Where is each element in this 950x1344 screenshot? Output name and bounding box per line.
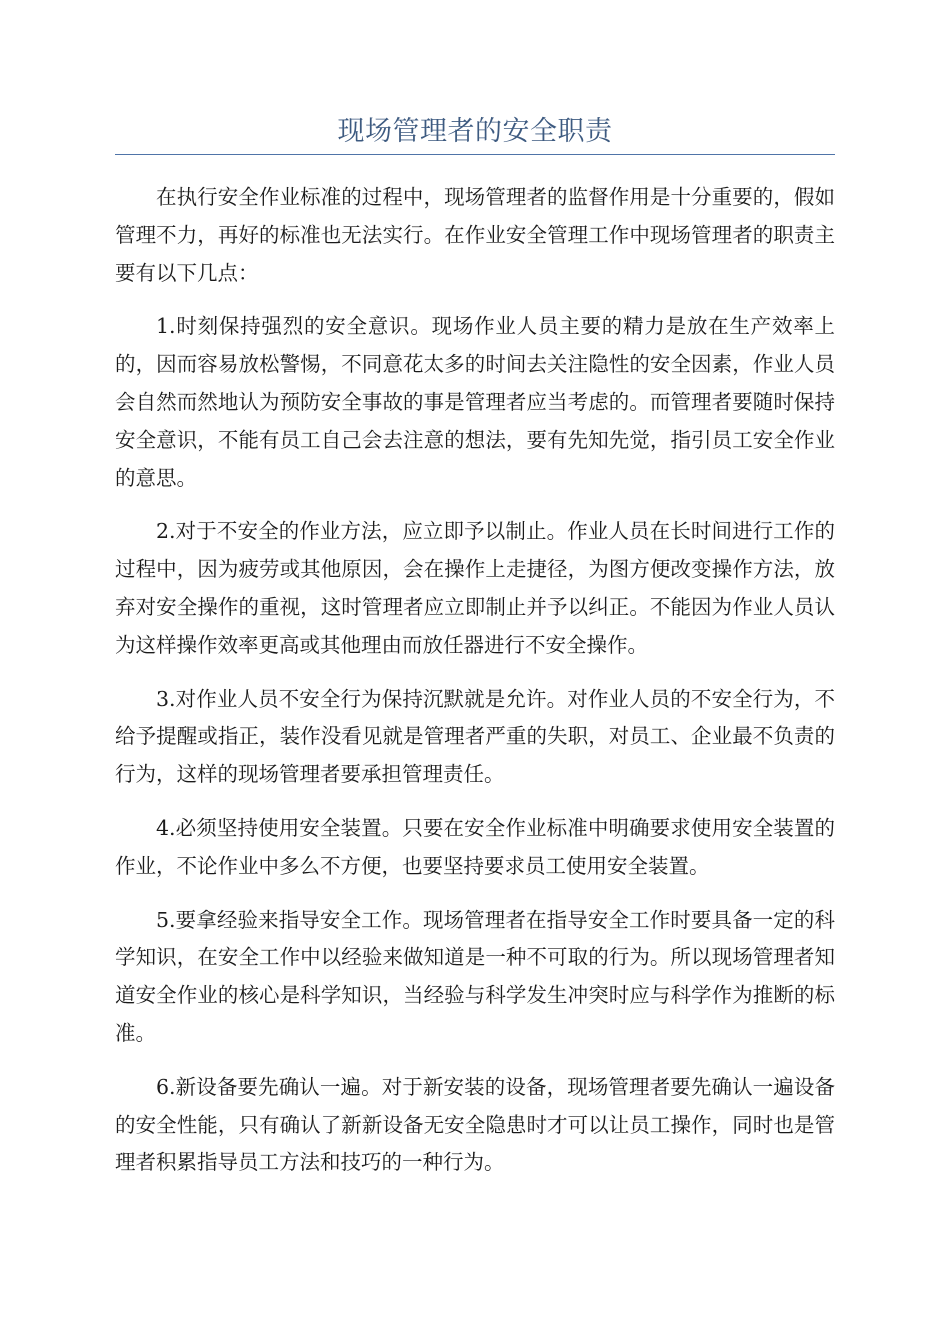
point-2-paragraph: 2.对于不安全的作业方法，应立即予以制止。作业人员在长时间进行工作的过程中，因为疲劳或其他原因，会在操作上走捷径，为图方便改变操作方法，放弃对安全操作的重视，这时管理者应立即制止并予以纠正。不能因为作业人员认为这样操作效率更高或其他理由而放任器进行不安全操作。 xyxy=(115,519,835,657)
intro-paragraph: 在执行安全作业标准的过程中，现场管理者的监督作用是十分重要的，假如管理不力，再好的标准也无法实行。在作业安全管理工作中现场管理者的职责主要有以下几点： xyxy=(115,185,835,285)
point-5-paragraph: 5.要拿经验来指导安全工作。现场管理者在指导安全工作时要具备一定的科学知识，在安全工作中以经验来做知道是一种不可取的行为。所以现场管理者知道安全作业的核心是科学知识，当经验与科学发生冲突时应与科学作为推断的标准。 xyxy=(115,907,835,1045)
point-6-paragraph: 6.新设备要先确认一遍。对于新安装的设备，现场管理者要先确认一遍设备的安全性能，只有确认了新新设备无安全隐患时才可以让员工操作，同时也是管理者积累指导员工方法和技巧的一种行为。 xyxy=(115,1074,835,1175)
point-1-paragraph: 1.时刻保持强烈的安全意识。现场作业人员主要的精力是放在生产效率上的，因而容易放松警惕，不同意花太多的时间去关注隐性的安全因素，作业人员会自然而然地认为预防安全事故的事是管理者应当考虑的。而管理者要随时保持安全意识，不能有员工自己会去注意的想法，要有先知先觉，指引员工安全作业的意思。 xyxy=(115,314,835,490)
point-4-paragraph: 4.必须坚持使用安全装置。只要在安全作业标准中明确要求使用安全装置的作业，不论作业中多么不方便，也要坚持要求员工使用安全装置。 xyxy=(115,815,835,878)
point-3-paragraph: 3.对作业人员不安全行为保持沉默就是允许。对作业人员的不安全行为，不给予提醒或指正，装作没看见就是管理者严重的失职，对员工、企业最不负责的行为，这样的现场管理者要承担管理责任。 xyxy=(115,686,835,787)
document-title: 现场管理者的安全职责 xyxy=(337,116,613,147)
document-body xyxy=(115,179,835,1182)
title-underline xyxy=(115,154,835,155)
title-block xyxy=(115,0,835,152)
